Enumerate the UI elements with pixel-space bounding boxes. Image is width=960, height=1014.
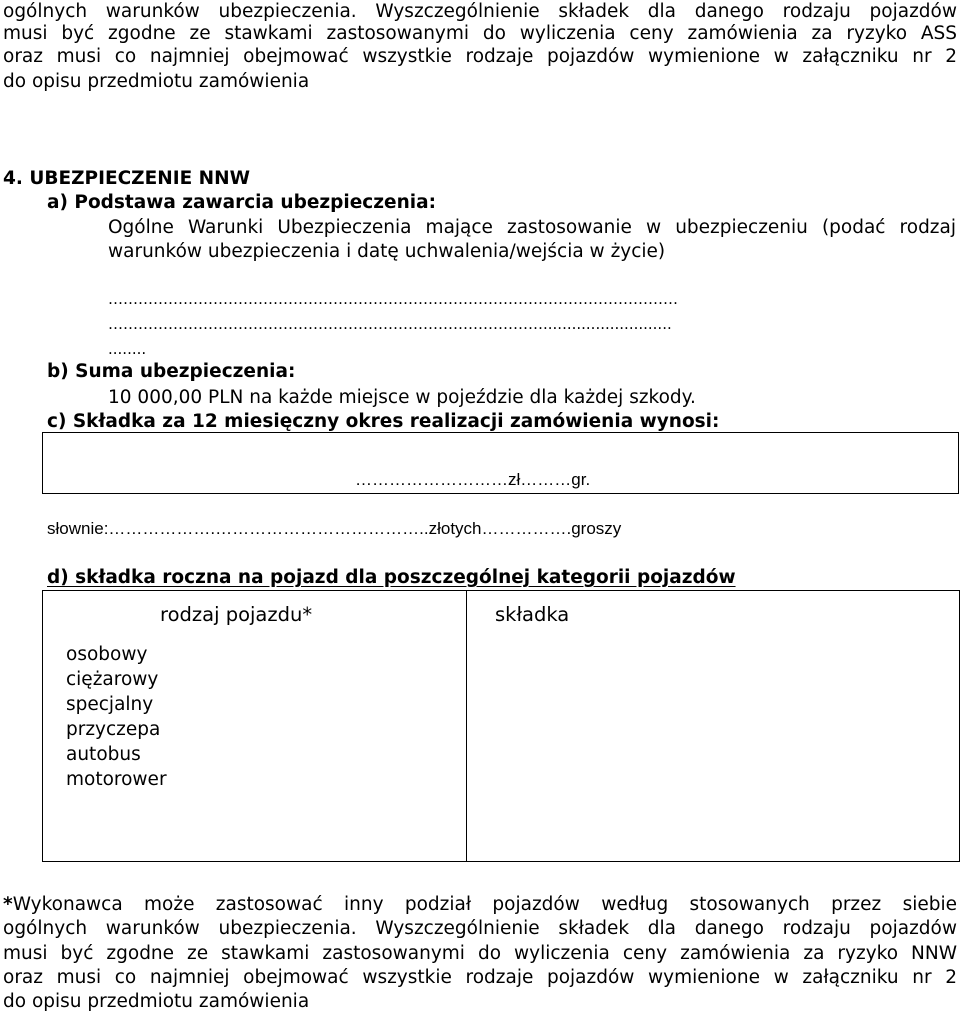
table-column-divider [466,590,467,862]
table-row-motorower: motorower [66,769,167,790]
subsection-a-text-line-2: warunków ubezpieczenia i datę uchwalenia/wejścia w życie) [108,241,666,262]
table-header-premium: składka [495,603,570,626]
section-heading: 4. UBEZPIECZENIE NNW [3,168,251,189]
subsection-a-text-line-1: Ogólne Warunki Ubezpieczenia mające zastosowanie w ubezpieczeniu (podać rodzaj [108,217,956,238]
table-row-specjalny: specjalny [66,694,154,715]
subsection-c-label: c) Składka za 12 miesięczny okres realizacji zamówienia wynosi: [47,411,720,432]
top-paragraph-line-3: oraz musi co najmniej obejmować wszystkie rodzaje pojazdów wymienione w załączniku nr 2 [3,46,957,67]
top-paragraph-line-1: ogólnych warunków ubezpieczenia. Wyszczególnienie składek dla danego rodzaju pojazdów [3,1,957,22]
fill-in-dots-line-2[interactable]: ……………………………………………………………………………........................... [108,315,672,333]
footnote-line-5: do opisu przedmiotu zamówienia [3,991,310,1012]
table-row-ciezarowy: ciężarowy [66,669,159,690]
subsection-b-text: 10 000,00 PLN na każde miejsce w pojeździe dla każdej szkody. [108,387,696,408]
footnote-asterisk: * [3,894,13,915]
table-header-vehicle-type: rodzaj pojazdu* [160,603,313,626]
fill-in-dots-line-3[interactable]: ........ [108,340,147,358]
top-paragraph-line-4: do opisu przedmiotu zamówienia [3,71,310,92]
top-paragraph-line-2: musi być zgodne ze stawkami zastosowanymi do wyliczenia ceny zamówienia za ryzyko ASS [3,23,957,44]
footnote-line-4: oraz musi co najmniej obejmować wszystkie rodzaje pojazdów wymienione w załączniku nr 2 [3,967,957,988]
subsection-b-label: b) Suma ubezpieczenia: [47,361,296,382]
fill-in-dots-line-1[interactable]: …………………………………………………………………………………………………… [108,290,678,308]
table-row-osobowy: osobowy [66,644,148,665]
premium-amount-field[interactable]: ………………………zł………gr. [355,470,591,489]
footnote-line-3: musi być zgodne ze stawkami zastosowanymi do wyliczenia ceny zamówienia za ryzyko NNW [3,943,957,964]
table-row-przyczepa: przyczepa [66,719,161,740]
subsection-d-label: d) składka roczna na pojazd dla poszczególnej kategorii pojazdów [47,567,736,588]
amount-in-words-field[interactable]: słownie:……………….………………………………..złotych…………….groszy [47,519,622,538]
footnote-line-2: ogólnych warunków ubezpieczenia. Wyszczególnienie składek dla danego rodzaju pojazdów [3,918,957,939]
footnote-line-1: *Wykonawca może zastosować inny podział pojazdów według stosowanych przez siebie [3,894,957,915]
vehicle-premium-table [42,590,960,862]
subsection-a-label: a) Podstawa zawarcia ubezpieczenia: [47,192,436,213]
table-row-autobus: autobus [66,744,141,765]
